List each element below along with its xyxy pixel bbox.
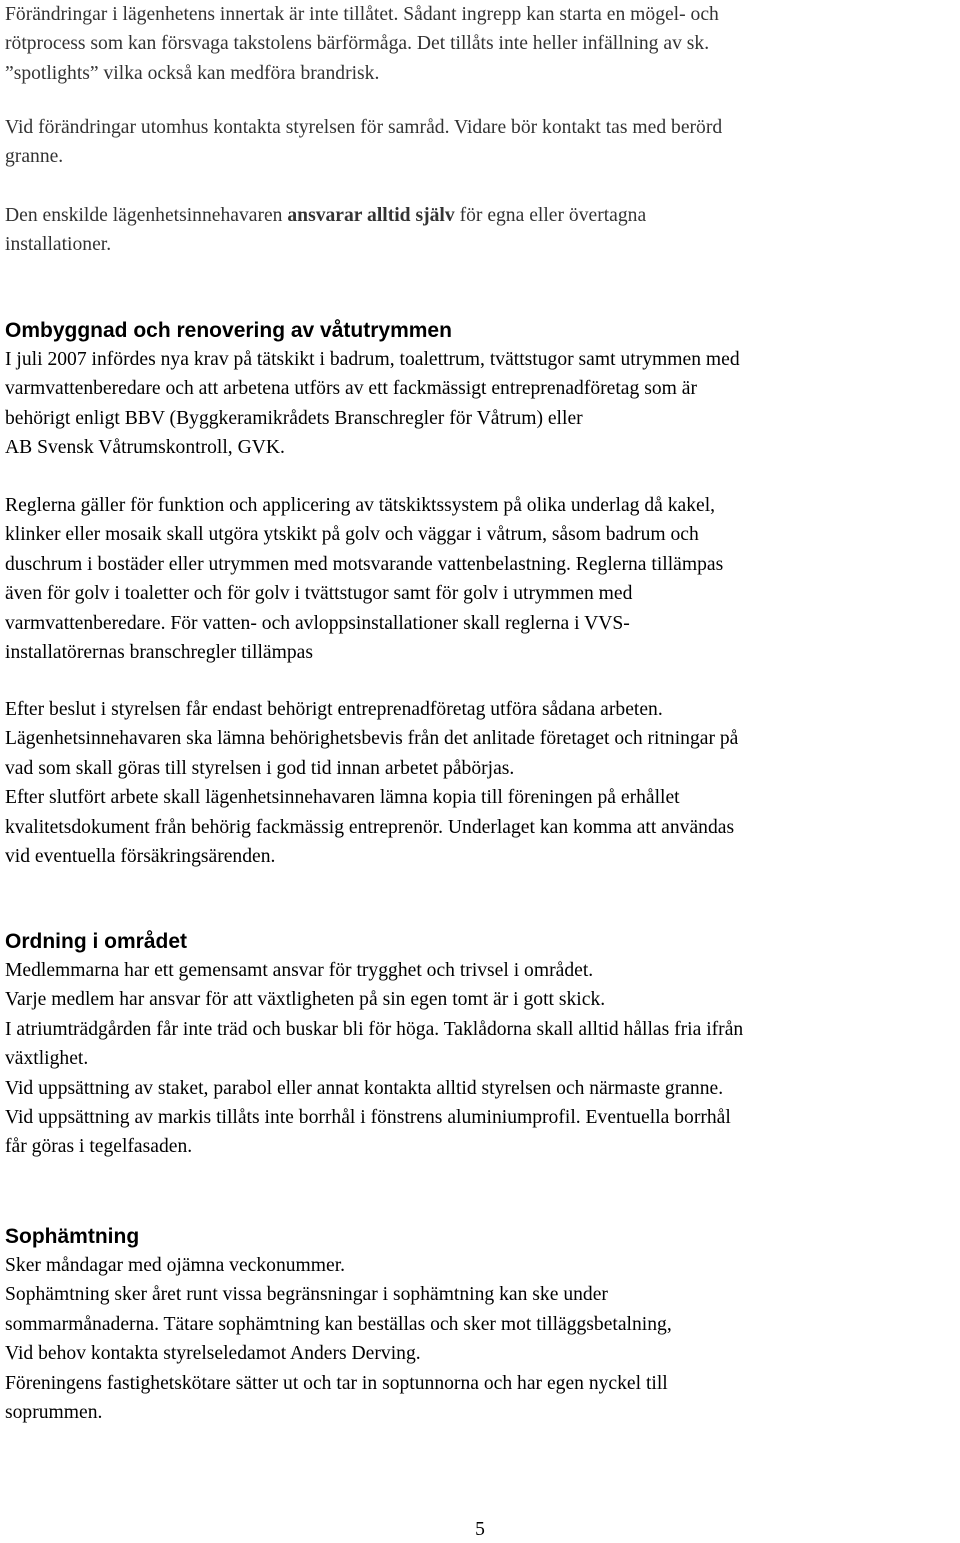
order-heading: Ordning i området	[5, 930, 188, 953]
wet-rooms-paragraph-3	[5, 695, 738, 871]
wet-rooms-p2-line-5: varmvattenberedare. För vatten- och avloppsinstallationer skall reglerna i VVS-	[5, 612, 630, 634]
responsibility-text-before: Den enskilde lägenhetsinnehavaren	[5, 205, 288, 226]
waste-line-2: Sophämtning sker året runt vissa begränsningar i sophämtning kan ske under	[5, 1284, 608, 1306]
order-line-5: Vid uppsättning av staket, parabol eller annat kontakta alltid styrelsen och närmaste granne.	[5, 1077, 724, 1099]
wet-rooms-p3-line-1: Efter beslut i styrelsen får endast behörigt entreprenadföretag utföra sådana arbeten.	[5, 699, 663, 720]
order-line-2: Varje medlem har ansvar för att växtligheten på sin egen tomt är i gott skick.	[5, 989, 606, 1011]
wet-rooms-p3-line-6: vid eventuella försäkringsärenden.	[5, 846, 276, 868]
responsibility-line-1	[5, 201, 646, 230]
responsibility-text-after: för egna eller övertagna	[454, 205, 647, 226]
order-paragraph	[5, 956, 743, 1162]
outdoor-line-1: Vid förändringar utomhus kontakta styrelsen för samråd. Vidare bör kontakt tas med berörd	[5, 117, 723, 138]
outdoor-line-2: granne.	[5, 146, 64, 168]
wet-rooms-heading: Ombyggnad och renovering av våtutrymmen	[5, 319, 452, 342]
responsibility-paragraph	[5, 201, 646, 260]
wet-rooms-p3-line-2: Lägenhetsinnehavaren ska lämna behörighetsbevis från det anlitade företaget och ritningar på	[5, 728, 739, 750]
wet-rooms-p2-line-3: duschrum i bostäder eller utrymmen med motsvarande vattenbelastning. Reglerna tillämpas	[5, 553, 724, 575]
waste-paragraph	[5, 1251, 672, 1427]
ceiling-line-3: ”spotlights” vilka också kan medföra brandrisk.	[5, 62, 380, 84]
waste-line-1: Sker måndagar med ojämna veckonummer.	[5, 1255, 346, 1276]
order-line-7: får göras i tegelfasaden.	[5, 1136, 193, 1158]
wet-rooms-p2-line-1: Reglerna gäller för funktion och applicering av tätskiktssystem på olika underlag då kakel,	[5, 495, 716, 516]
ceiling-line-2: rötprocess som kan försvaga takstolens bärförmåga. Det tillåts inte heller infällning av sk.	[5, 33, 710, 55]
ceiling-paragraph	[5, 0, 719, 88]
page-number: 5	[475, 1519, 485, 1540]
wet-rooms-p1-line-3: behörigt enligt BBV (Byggkeramikrådets Branschregler för Våtrum) eller	[5, 407, 583, 429]
wet-rooms-p1-line-1: I juli 2007 infördes nya krav på tätskikt i badrum, toalettrum, tvättstugor samt utrymmen med	[5, 349, 740, 370]
order-line-3: I atriumträdgården får inte träd och buskar bli för höga. Taklådorna skall alltid hållas fria ifrån	[5, 1018, 744, 1040]
responsibility-bold-phrase: ansvarar alltid själv	[287, 205, 455, 226]
order-line-4: växtlighet.	[5, 1048, 89, 1070]
waste-line-5: Föreningens fastighetskötare sätter ut och tar in soptunnorna och har egen nyckel till	[5, 1372, 668, 1394]
wet-rooms-p3-line-3: vad som skall göras till styrelsen i god tid innan arbetet påbörjas.	[5, 757, 515, 779]
order-line-1: Medlemmarna har ett gemensamt ansvar för trygghet och trivsel i området.	[5, 960, 594, 981]
outdoor-changes-paragraph	[5, 113, 722, 172]
wet-rooms-p3-line-4: Efter slutfört arbete skall lägenhetsinnehavaren lämna kopia till föreningen på erhållet	[5, 787, 680, 809]
wet-rooms-p1-line-4: AB Svensk Våtrumskontroll, GVK.	[5, 437, 285, 459]
waste-heading: Sophämtning	[5, 1225, 140, 1248]
wet-rooms-p2-line-2: klinker eller mosaik skall utgöra ytskikt på golv och väggar i våtrum, såsom badrum och	[5, 524, 699, 546]
wet-rooms-p3-line-5: kvalitetsdokument från behörig fackmässig entreprenör. Underlaget kan komma att användas	[5, 816, 735, 838]
wet-rooms-p2-line-4: även för golv i toaletter och för golv i tvättstugor samt för golv i utrymmen med	[5, 583, 633, 605]
waste-line-6: soprummen.	[5, 1402, 103, 1424]
wet-rooms-p2-line-6: installatörernas branschregler tillämpas	[5, 642, 313, 664]
waste-line-4: Vid behov kontakta styrelseledamot Anders Derving.	[5, 1343, 421, 1365]
responsibility-line-2: installationer.	[5, 234, 112, 256]
order-line-6: Vid uppsättning av markis tillåts inte borrhål i fönstrens aluminiumprofil. Eventuella borrhål	[5, 1107, 731, 1129]
waste-line-3: sommarmånaderna. Tätare sophämtning kan beställas och sker mot tilläggsbetalning,	[5, 1313, 672, 1335]
wet-rooms-paragraph-1	[5, 345, 740, 463]
wet-rooms-p1-line-2: varmvattenberedare och att arbetena utförs av ett fackmässigt entreprenadföretag som är	[5, 378, 697, 400]
ceiling-line-1: Förändringar i lägenhetens innertak är inte tillåtet. Sådant ingrepp kan starta en mögel- och	[5, 4, 719, 25]
wet-rooms-paragraph-2	[5, 491, 723, 667]
